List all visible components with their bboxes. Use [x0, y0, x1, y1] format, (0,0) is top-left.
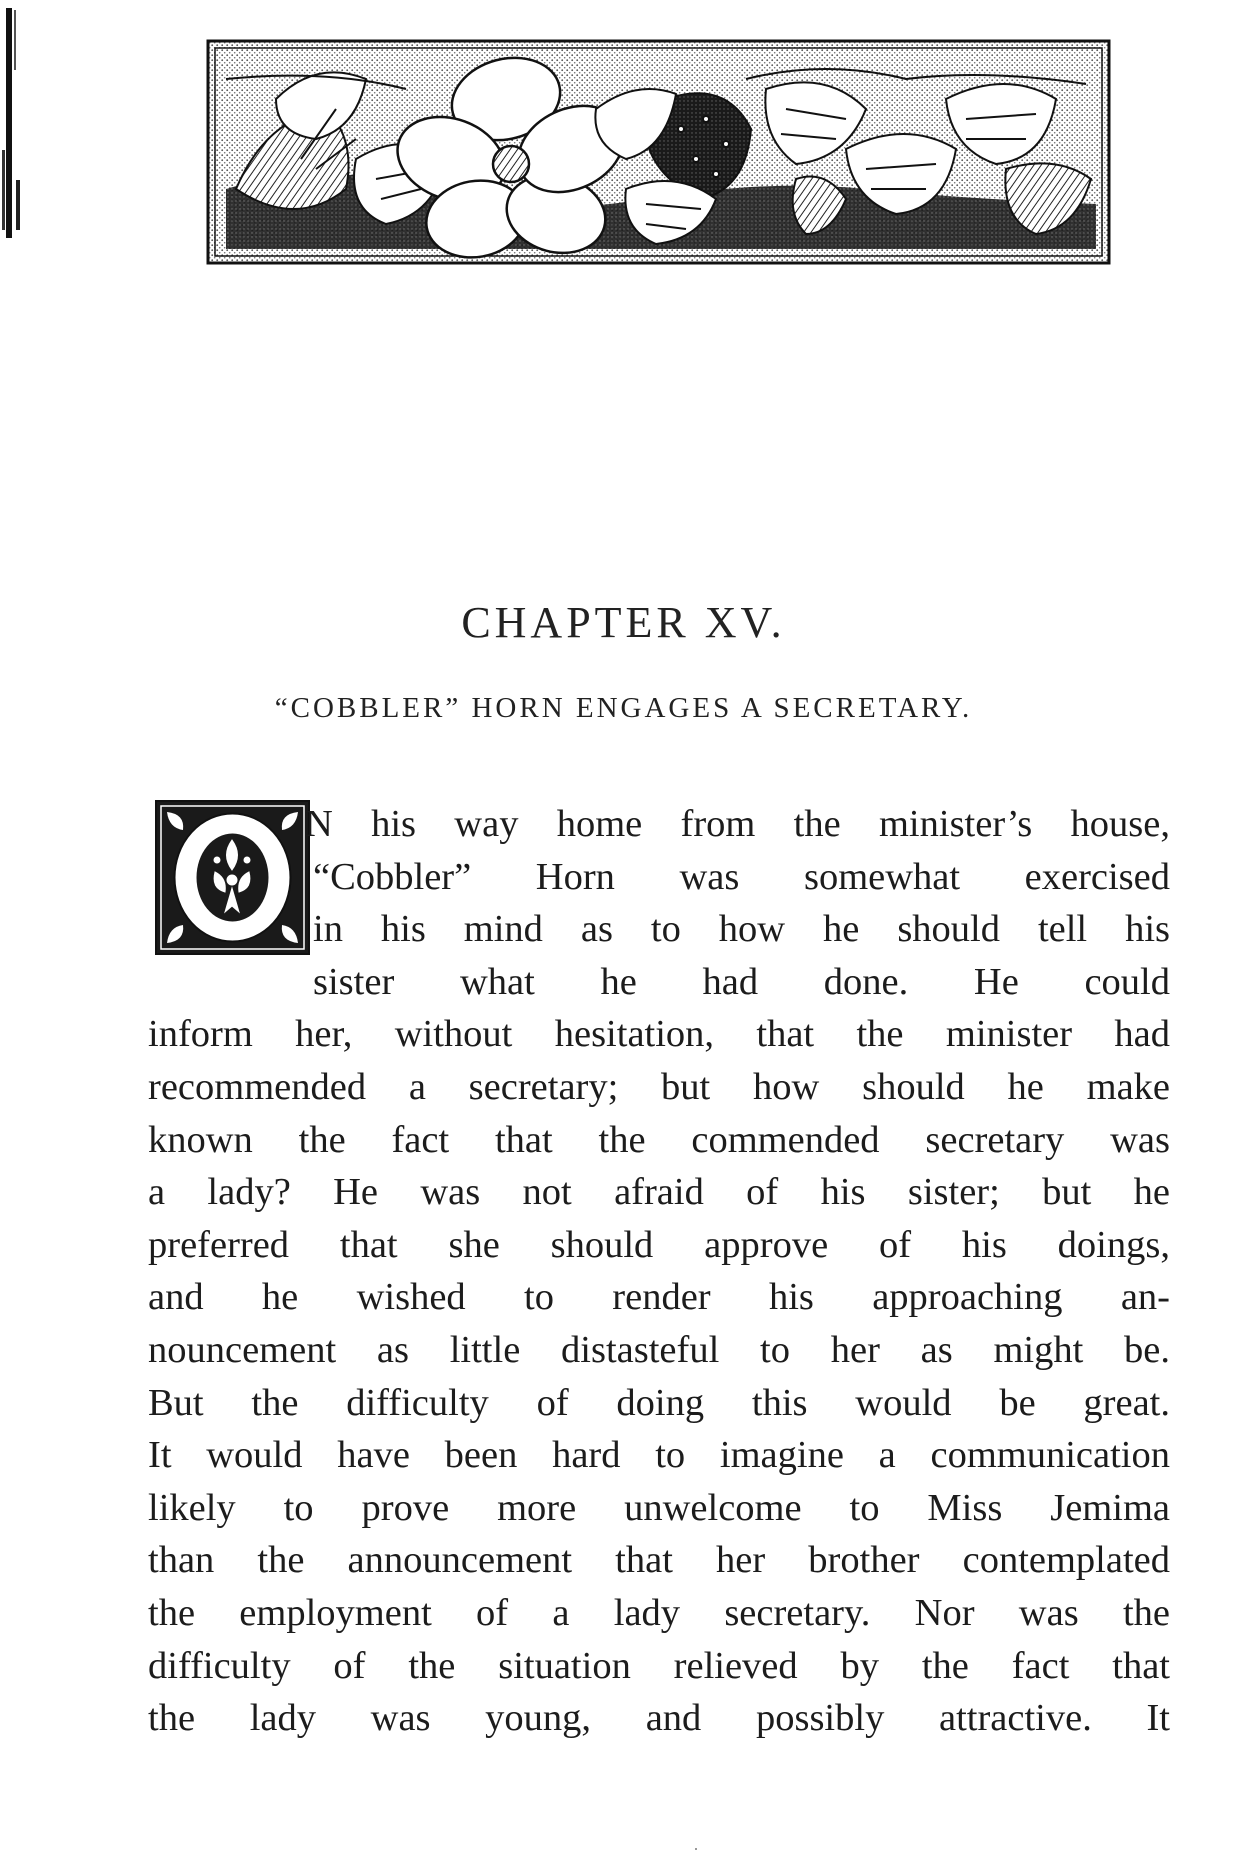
body-line: preferred that she should approve of his doings, [148, 1223, 1170, 1266]
body-line: the lady was young, and possibly attractive. It [148, 1697, 1170, 1740]
body-line: difficulty of the situation relieved by the fact that [148, 1644, 1170, 1687]
body-line: But the difficulty of doing this would be great. [148, 1381, 1170, 1424]
body-line: likely to prove more unwelcome to Miss Jemima [148, 1486, 1170, 1529]
body-line: known the fact that the commended secretary was [148, 1118, 1170, 1161]
body-line: recommended a secretary; but how should he make [148, 1065, 1170, 1108]
body-line: It would have been hard to imagine a communication [148, 1434, 1170, 1477]
body-line: nouncement as little distasteful to her as might be. [148, 1328, 1170, 1371]
body-line: in his mind as to how he should tell his [313, 908, 1170, 951]
body-line: sister what he had done. He could [313, 960, 1170, 1003]
chapter-title: CHAPTER XV. [461, 598, 786, 648]
body-line: the employment of a lady secretary. Nor was the [148, 1591, 1170, 1634]
body-line: than the announcement that her brother contemplated [148, 1539, 1170, 1582]
floral-headpiece-illustration [206, 39, 1111, 265]
body-line: a lady? He was not afraid of his sister; but he [148, 1171, 1170, 1214]
chapter-subtitle: “COBBLER” HORN ENGAGES A SECRETARY. [274, 692, 973, 724]
body-line: N his way home from the minister’s house, [305, 803, 1170, 845]
body-line: and he wished to render his approaching an- [148, 1276, 1170, 1319]
body-line: inform her, without hesitation, that the minister had [148, 1013, 1170, 1056]
chapter-body-text [148, 798, 1170, 1745]
binding-edge-mark [0, 0, 26, 250]
body-line: “Cobbler” Horn was somewhat exercised [313, 855, 1170, 898]
page-speck [695, 1848, 697, 1850]
